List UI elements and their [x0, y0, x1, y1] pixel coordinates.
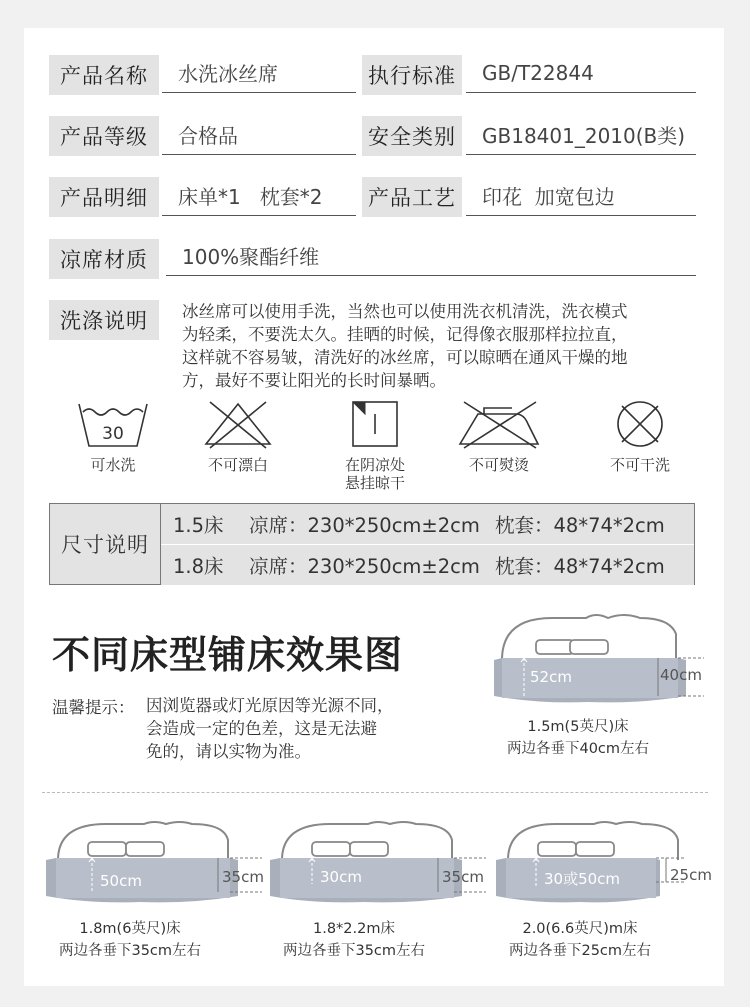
- size-bed: 1.5床: [173, 514, 224, 537]
- bed-caption: [20, 918, 240, 962]
- no-bleach-icon: [198, 398, 278, 450]
- spec-label-material: 凉席材质: [49, 239, 159, 279]
- spec-value-grade: 合格品: [162, 115, 356, 155]
- bed-illustration: [480, 612, 710, 712]
- wash-line: 冰丝席可以使用手洗，当然也可以使用洗衣机清洗，洗衣模式: [182, 302, 628, 321]
- spec-label-detail: 产品明细: [49, 177, 159, 217]
- spec-label-standard: 执行标准: [362, 55, 462, 95]
- bed-illustration: [490, 820, 720, 912]
- size-mat: 凉席：230*250cm±2cm: [249, 555, 480, 578]
- care-caption: 不可熨烫: [468, 456, 529, 474]
- spec-value-standard: GB/T22844: [466, 53, 696, 93]
- size-table: [49, 503, 695, 585]
- bed-drop-measure: 35cm: [222, 868, 264, 886]
- spec-value-detail: 床单*1 枕套*2: [162, 176, 356, 216]
- tip-line: 因浏览器或灯光原因等光源不同，: [146, 696, 394, 715]
- bed-inner-measure: 52cm: [530, 668, 572, 686]
- bed-inner-measure: 30cm: [320, 868, 362, 886]
- tip-line: 会造成一定的色差，这是无法避: [146, 719, 377, 738]
- bed-caption-line: 1.8*2.2m床: [313, 921, 395, 937]
- wash-line: 为轻柔，不要洗太久。挂晒的时候，记得像衣服那样拉拉直，: [182, 325, 628, 344]
- wash-line: 方，最好不要让阳光的长时间暴晒。: [182, 371, 446, 390]
- spec-value-name: 水洗冰丝席: [162, 53, 356, 93]
- care-caption: 不可干洗: [609, 456, 670, 474]
- bed-caption-line: 两边各垂下35cm左右: [282, 943, 426, 959]
- size-row: [161, 504, 694, 544]
- bed-inner-measure: 30或50cm: [544, 870, 621, 888]
- wash-line: 这样就不容易皱，清洗好的冰丝席，可以晾晒在通风干燥的地: [182, 348, 628, 367]
- spec-label-name: 产品名称: [49, 55, 159, 95]
- care-caption: 不可漂白: [207, 456, 268, 474]
- spec-label-safety: 安全类别: [362, 116, 462, 156]
- line-dry-shade-icon: [335, 398, 415, 450]
- care-no-bleach: [183, 398, 293, 474]
- care-no-iron: [444, 398, 554, 474]
- bed-caption-line: 两边各垂下25cm左右: [508, 943, 652, 959]
- bed-inner-measure: 50cm: [100, 872, 142, 890]
- wash-label: 洗涤说明: [49, 300, 159, 340]
- no-iron-icon: [454, 398, 544, 450]
- size-label: 尺寸说明: [50, 504, 161, 584]
- care-no-dryclean: [585, 398, 695, 474]
- bed-drop-measure: 25cm: [670, 866, 712, 884]
- spec-label-grade: 产品等级: [49, 116, 159, 156]
- size-pillow: 枕套：48*74*2cm: [495, 514, 665, 537]
- size-row: [161, 545, 694, 585]
- wash-text: [182, 300, 702, 392]
- care-caption: 在阴凉处: [344, 456, 405, 474]
- divider: [42, 792, 708, 793]
- no-dryclean-icon: [600, 398, 680, 450]
- tip-text: [146, 694, 436, 763]
- care-caption: 可水洗: [90, 456, 136, 474]
- bed-caption-line: 1.8m(6英尺)床: [79, 921, 181, 937]
- wash-temp: 30: [102, 424, 124, 444]
- spec-value-craft: 印花 加宽包边: [466, 176, 696, 216]
- size-bed: 1.8床: [173, 555, 224, 578]
- spec-label-craft: 产品工艺: [362, 177, 462, 217]
- size-mat: 凉席：230*250cm±2cm: [249, 514, 480, 537]
- size-pillow: 枕套：48*74*2cm: [495, 555, 665, 578]
- care-washable: [58, 398, 168, 474]
- bed-drop-measure: 40cm: [660, 666, 702, 684]
- bed-caption: [468, 716, 688, 760]
- spec-value-safety: GB18401_2010(B类): [466, 115, 696, 155]
- bed-illustration: [264, 820, 494, 912]
- bed-caption-line: 1.5m(5英尺)床: [527, 719, 629, 735]
- bed-caption: [244, 918, 464, 962]
- care-caption: 悬挂晾干: [344, 474, 405, 492]
- tip-line: 免的，请以实物为准。: [146, 742, 311, 761]
- bed-illustration: [40, 820, 270, 912]
- bed-drop-measure: 35cm: [442, 868, 484, 886]
- spec-value-material: 100%聚酯纤维: [166, 236, 696, 276]
- bed-caption-line: 两边各垂下40cm左右: [506, 741, 650, 757]
- bed-caption: [470, 918, 690, 962]
- wash-tub-icon: [73, 398, 153, 450]
- section-title: 不同床型铺床效果图: [52, 633, 404, 677]
- care-line-dry-shade: [320, 398, 430, 492]
- tip-label: 温馨提示：: [52, 698, 135, 717]
- bed-caption-line: 两边各垂下35cm左右: [58, 943, 202, 959]
- bed-caption-line: 2.0(6.6英尺)m床: [522, 921, 638, 937]
